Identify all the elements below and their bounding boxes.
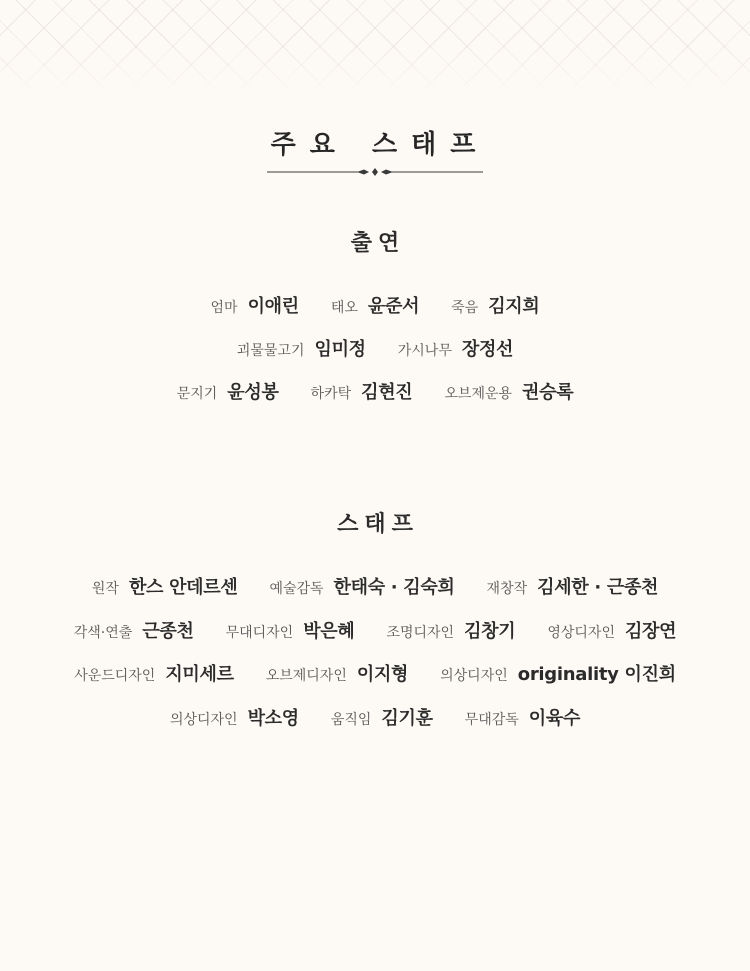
credit-role: 영상디자인 bbox=[547, 625, 615, 641]
credit-item bbox=[465, 704, 580, 730]
credit-role: 재창작 bbox=[486, 581, 528, 597]
credit-role: 무대감독 bbox=[464, 712, 519, 728]
credit-item bbox=[331, 704, 433, 730]
credit-item bbox=[170, 704, 299, 730]
staff-section-title: 스태프 bbox=[337, 512, 419, 537]
credit-item bbox=[92, 573, 238, 599]
credit-role: 문지기 bbox=[176, 386, 218, 402]
cast-section-title: 출연 bbox=[350, 231, 406, 256]
credit-item bbox=[451, 292, 539, 318]
credit-name: 김장연 bbox=[624, 621, 677, 642]
credit-item bbox=[269, 573, 454, 599]
credit-role: 예술감독 bbox=[269, 581, 324, 597]
credit-name: 지미세르 bbox=[165, 664, 234, 685]
credit-role: 무대디자인 bbox=[225, 625, 294, 641]
credit-name: 장정선 bbox=[461, 339, 514, 360]
cast-row bbox=[0, 335, 750, 365]
credit-name: 김세한 · 근종천 bbox=[537, 577, 659, 598]
credit-item bbox=[177, 378, 279, 404]
credit-name: 김기훈 bbox=[381, 708, 433, 729]
credit-role: 조명디자인 bbox=[386, 625, 455, 641]
credit-name: 근종천 bbox=[142, 621, 194, 642]
credit-item bbox=[386, 617, 515, 643]
staff-row bbox=[0, 704, 750, 734]
cast-row bbox=[0, 378, 750, 408]
credit-role: 각색·연출 bbox=[73, 625, 133, 641]
credit-role: 엄마 bbox=[210, 300, 238, 316]
decorative-diamond-pattern bbox=[0, 0, 750, 95]
credit-role: 원작 bbox=[91, 581, 119, 597]
credit-name: 박소영 bbox=[247, 708, 299, 729]
credit-name: 김현진 bbox=[361, 382, 413, 403]
credit-name: originality 이진희 bbox=[517, 664, 676, 685]
credit-role: 오브제운용 bbox=[444, 386, 513, 402]
credit-name: 권승록 bbox=[522, 382, 574, 403]
credit-name: 임미정 bbox=[314, 339, 366, 360]
credit-item bbox=[211, 292, 299, 318]
credit-role: 의상디자인 bbox=[169, 712, 238, 728]
credit-item bbox=[226, 617, 355, 643]
credit-role: 오브제디자인 bbox=[265, 668, 347, 684]
credit-item bbox=[440, 660, 676, 686]
credit-item bbox=[444, 378, 573, 404]
credit-item bbox=[74, 617, 194, 643]
credit-name: 윤준서 bbox=[367, 296, 420, 317]
credit-item bbox=[311, 378, 413, 404]
ornament-divider bbox=[267, 165, 483, 179]
credit-role: 가시나무 bbox=[397, 343, 452, 359]
credit-name: 박은혜 bbox=[303, 621, 355, 642]
credit-name: 한태숙 · 김숙희 bbox=[333, 577, 455, 598]
credit-item bbox=[331, 292, 419, 318]
credit-role: 괴물물고기 bbox=[236, 343, 305, 359]
credit-item bbox=[74, 660, 234, 686]
credit-name: 이지형 bbox=[356, 664, 409, 685]
credit-item bbox=[487, 573, 659, 599]
credit-name: 김지희 bbox=[488, 296, 540, 317]
credit-role: 사운드디자인 bbox=[74, 668, 156, 684]
staff-row bbox=[0, 617, 750, 647]
credit-name: 김창기 bbox=[464, 621, 516, 642]
credit-role: 죽음 bbox=[451, 300, 479, 316]
credit-item bbox=[237, 335, 366, 361]
credit-name: 이육수 bbox=[528, 708, 581, 729]
credit-item bbox=[398, 335, 513, 361]
credit-role: 의상디자인 bbox=[440, 668, 508, 684]
credit-name: 이애린 bbox=[247, 296, 299, 317]
credit-item bbox=[266, 660, 408, 686]
credit-name: 윤성봉 bbox=[227, 382, 279, 403]
credit-name: 한스 안데르센 bbox=[128, 577, 238, 598]
staff-row bbox=[0, 660, 750, 690]
cast-row bbox=[0, 292, 750, 322]
credit-role: 움직임 bbox=[330, 712, 372, 728]
credit-role: 태오 bbox=[330, 300, 358, 316]
page-title: 주요 스태프 bbox=[270, 130, 490, 160]
credit-item bbox=[547, 617, 676, 643]
staff-row bbox=[0, 573, 750, 603]
credit-role: 하카탁 bbox=[310, 386, 352, 402]
